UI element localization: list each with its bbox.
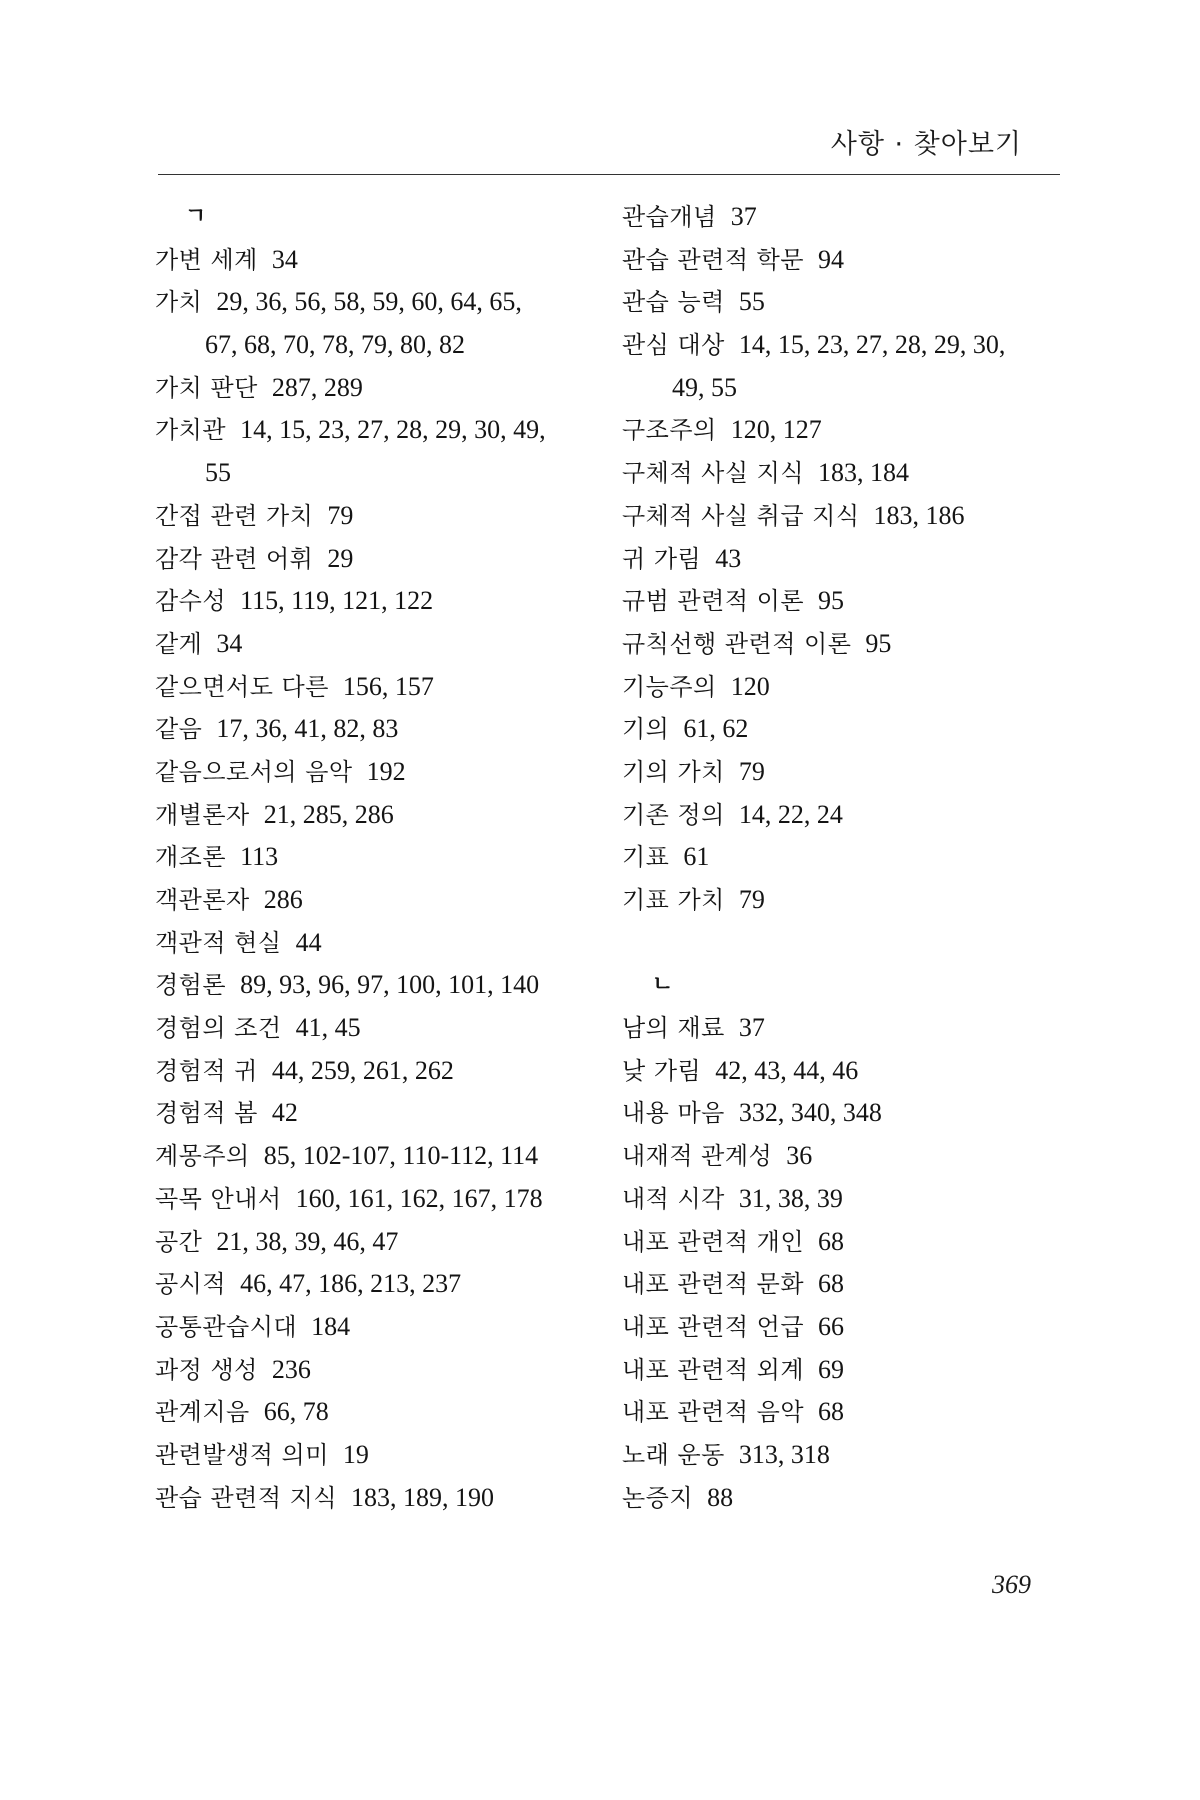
index-entry: [155, 1263, 595, 1306]
index-entry-pages: 89, 93, 96, 97, 100, 101, 140: [240, 970, 540, 1000]
index-entry-pages: 19: [342, 1439, 369, 1469]
index-entry-pages: 236: [271, 1354, 311, 1384]
index-entry: [622, 1263, 1062, 1306]
index-entry-term: 공통관습시대: [155, 1312, 298, 1341]
index-entry-term: 내포 관련적 음악: [622, 1398, 805, 1427]
index-entry-term: 객관적 현실: [155, 928, 282, 957]
index-entry: [155, 1050, 595, 1093]
index-entry-continuation: [155, 324, 595, 367]
index-entry: [622, 538, 1062, 581]
index-entry-pages: 183, 189, 190: [351, 1482, 495, 1512]
index-entry: [155, 367, 595, 410]
index-entry-pages: 49, 55: [672, 372, 737, 402]
index-entry: [622, 836, 1062, 879]
header-rule: [158, 174, 1060, 175]
index-entry: [155, 580, 595, 623]
index-entry: [622, 1306, 1062, 1349]
index-entry-term: 내포 관련적 언급: [622, 1312, 805, 1341]
index-entry-pages: 41, 45: [295, 1013, 361, 1043]
index-entry: [622, 324, 1062, 367]
index-entry-pages: 14, 15, 23, 27, 28, 29, 30, 49,: [240, 415, 546, 445]
index-entry-term: 감각 관련 어휘: [155, 544, 314, 573]
index-entry: [155, 623, 595, 666]
index-entry-pages: 34: [271, 244, 298, 274]
index-entry-term: 노래 운동: [622, 1440, 725, 1469]
index-entry-pages: 42, 43, 44, 46: [715, 1055, 859, 1085]
index-entry: [622, 1349, 1062, 1392]
index-entry-pages: 46, 47, 186, 213, 237: [240, 1269, 462, 1299]
index-entry-term: 남의 재료: [622, 1014, 725, 1043]
index-entry-term: 곡목 안내서: [155, 1184, 282, 1213]
index-entry-term: 간접 관련 가치: [155, 501, 314, 530]
index-entry: [155, 1221, 595, 1264]
index-entry-term: 내포 관련적 문화: [622, 1270, 805, 1299]
index-entry-term: 관습개념: [622, 203, 717, 231]
index-entry-term: 객관론자: [155, 886, 250, 914]
index-entry-term: 과정 생성: [155, 1355, 258, 1384]
index-entry-term: 기표 가치: [622, 886, 725, 914]
index-entry: [155, 281, 595, 324]
index-entry: [622, 623, 1062, 666]
index-entry: [155, 1477, 595, 1520]
index-entry-pages: 44, 259, 261, 262: [271, 1055, 454, 1085]
index-entry-pages: 14, 15, 23, 27, 28, 29, 30,: [738, 330, 1006, 360]
index-entry: [155, 1092, 595, 1135]
index-entry-term: 구조주의: [622, 416, 717, 445]
index-entry-pages: 79: [327, 500, 354, 530]
index-entry: [622, 1178, 1062, 1221]
index-entry-term: 관습 관련적 지식: [155, 1483, 338, 1512]
index-entry-term: 개별론자: [155, 800, 250, 829]
index-entry-term: 귀 가림: [622, 544, 702, 573]
index-entry-term: 공간: [155, 1227, 203, 1256]
index-entry-term: 감수성: [155, 587, 227, 616]
index-entry-term: 관련발생적 의미: [155, 1440, 329, 1469]
index-entry-pages: 21, 285, 286: [263, 799, 394, 829]
index-entry: [622, 239, 1062, 282]
index-entry-term: 기존 정의: [622, 800, 725, 829]
index-entry-pages: 61, 62: [683, 714, 749, 744]
index-entry-pages: 184: [311, 1311, 351, 1341]
index-entry-pages: 34: [216, 628, 243, 658]
index-entry-term: 경험의 조건: [155, 1014, 282, 1043]
index-entry-continuation: [155, 452, 595, 495]
index-entry-term: 기의: [622, 715, 670, 744]
index-entry-term: 공시적: [155, 1270, 227, 1299]
index-entry-pages: 17, 36, 41, 82, 83: [216, 714, 399, 744]
index-entry: [622, 751, 1062, 794]
index-entry: [155, 836, 595, 879]
index-entry: [155, 409, 595, 452]
index-entry-term: 경험론: [155, 971, 227, 1000]
index-entry-pages: 21, 38, 39, 46, 47: [216, 1226, 399, 1256]
index-entry-pages: 66, 78: [263, 1397, 329, 1427]
index-entry: [155, 751, 595, 794]
index-entry-pages: 43: [715, 543, 742, 573]
index-entry-pages: 68: [818, 1269, 845, 1299]
index-entry: [155, 666, 595, 709]
index-entry-pages: 88: [707, 1482, 734, 1512]
index-entry-pages: 44: [295, 927, 322, 957]
index-entry-term: 구체적 사실 취급 지식: [622, 501, 860, 530]
index-entry: [622, 1434, 1062, 1477]
section-heading: ㄱ: [185, 204, 207, 229]
index-entry: [622, 281, 1062, 324]
index-entry-term: 내적 시각: [622, 1184, 725, 1213]
index-entry-term: 관심 대상: [622, 331, 725, 360]
index-entry-pages: 85, 102-107, 110-112, 114: [263, 1141, 539, 1171]
index-entry-pages: 183, 184: [818, 458, 910, 488]
page-number: 369: [992, 1570, 1031, 1599]
index-entry: [622, 708, 1062, 751]
index-entry-term: 내포 관련적 외계: [622, 1355, 805, 1384]
index-entry-pages: 79: [738, 885, 765, 914]
index-entry: [155, 964, 595, 1007]
index-entry: [622, 495, 1062, 538]
index-entry: [622, 794, 1062, 837]
index-entry-pages: 31, 38, 39: [738, 1183, 843, 1213]
index-entry-term: 같게: [155, 629, 203, 658]
index-entry: [155, 879, 595, 922]
index-entry-term: 같음으로서의 음악: [155, 757, 353, 786]
index-entry-term: 기표: [622, 843, 670, 872]
index-entry-term: 규칙선행 관련적 이론: [622, 629, 852, 658]
index-entry-pages: 156, 157: [342, 671, 434, 701]
index-entry-pages: 29: [327, 543, 354, 573]
index-entry-term: 내포 관련적 개인: [622, 1227, 805, 1256]
index-entry-term: 가치: [155, 288, 203, 317]
index-entry: [155, 239, 595, 282]
index-entry-term: 계몽주의: [155, 1142, 250, 1171]
index-entry-pages: 61: [683, 842, 710, 872]
index-column-right: [622, 196, 1062, 1519]
index-entry-pages: 68: [818, 1397, 845, 1427]
index-entry-term: 내재적 관계성: [622, 1142, 773, 1171]
index-entry-pages: 192: [366, 756, 406, 786]
index-entry-pages: 42: [271, 1098, 298, 1128]
index-entry-pages: 79: [738, 756, 765, 786]
index-entry-term: 가치관: [155, 416, 227, 445]
index-entry: [622, 1092, 1062, 1135]
index-entry: [622, 1050, 1062, 1093]
index-entry-pages: 69: [818, 1354, 845, 1384]
index-entry-pages: 94: [818, 244, 845, 274]
index-entry: [622, 409, 1062, 452]
index-entry-pages: 120, 127: [730, 415, 822, 445]
index-entry: [622, 1007, 1062, 1050]
running-head: 사항 · 찾아보기: [830, 129, 1022, 160]
index-entry-term: 구체적 사실 지식: [622, 459, 805, 488]
index-entry-pages: 37: [738, 1013, 765, 1043]
index-entry-pages: 95: [818, 586, 845, 616]
index-entry: [622, 452, 1062, 495]
index-entry: [622, 666, 1062, 709]
index-entry: [155, 538, 595, 581]
index-entry: [155, 708, 595, 751]
index-entry-pages: 113: [240, 842, 279, 872]
index-entry-pages: 287, 289: [271, 372, 363, 402]
index-entry-pages: 313, 318: [738, 1439, 830, 1469]
index-entry-pages: 95: [865, 628, 892, 658]
section-gap: [622, 922, 1062, 965]
index-entry: [155, 1007, 595, 1050]
index-entry-term: 논증지: [622, 1483, 694, 1512]
index-entry: [622, 196, 1062, 239]
index-entry-pages: 160, 161, 162, 167, 178: [295, 1183, 543, 1213]
index-entry-term: 규범 관련적 이론: [622, 587, 805, 616]
index-entry-term: 경험적 귀: [155, 1056, 258, 1085]
index-entry-pages: 67, 68, 70, 78, 79, 80, 82: [205, 330, 465, 360]
index-entry-pages: 36: [786, 1141, 813, 1171]
index-entry: [155, 1135, 595, 1178]
index-column-left: [155, 196, 595, 1519]
index-entry-pages: 29, 36, 56, 58, 59, 60, 64, 65,: [216, 287, 522, 317]
index-entry: [155, 922, 595, 965]
index-entry-pages: 37: [730, 202, 757, 231]
index-entry: [155, 1349, 595, 1392]
index-entry-continuation: [622, 367, 1062, 410]
index-entry-term: 가변 세계: [155, 245, 258, 274]
index-entry-term: 내용 마음: [622, 1099, 725, 1128]
index-entry: [155, 1306, 595, 1349]
index-entry-pages: 55: [205, 458, 231, 488]
section-heading: ㄴ: [652, 972, 674, 998]
index-entry: [155, 1391, 595, 1434]
index-entry-term: 기의 가치: [622, 757, 725, 786]
index-entry: [622, 1477, 1062, 1520]
index-entry-pages: 120: [730, 671, 770, 701]
index-entry: [622, 879, 1062, 922]
index-entry: [155, 1434, 595, 1477]
index-entry-term: 낮 가림: [622, 1056, 702, 1085]
index-entry-term: 같음: [155, 715, 203, 744]
index-entry-pages: 66: [818, 1311, 845, 1341]
index-entry: [155, 794, 595, 837]
index-entry-pages: 14, 22, 24: [738, 799, 843, 829]
index-entry: [622, 1135, 1062, 1178]
index-entry-term: 개조론: [155, 843, 227, 872]
index-entry-term: 관습 능력: [622, 288, 725, 317]
index-entry-pages: 286: [263, 885, 303, 914]
index-entry-pages: 183, 186: [873, 500, 965, 530]
index-entry: [155, 1178, 595, 1221]
index-entry-term: 경험적 봄: [155, 1099, 258, 1128]
index-entry-term: 기능주의: [622, 672, 717, 701]
index-entry: [622, 580, 1062, 623]
index-entry-term: 관습 관련적 학문: [622, 245, 805, 274]
index-entry-term: 관계지음: [155, 1398, 250, 1427]
index-entry-term: 같으면서도 다른: [155, 672, 329, 701]
index-entry-pages: 68: [818, 1226, 845, 1256]
index-entry: [155, 495, 595, 538]
index-entry-pages: 332, 340, 348: [738, 1098, 882, 1128]
index-entry: [622, 1391, 1062, 1434]
index-entry-pages: 115, 119, 121, 122: [240, 586, 434, 616]
index-entry-pages: 55: [738, 287, 765, 317]
index-entry-term: 가치 판단: [155, 373, 258, 402]
index-entry: [622, 1221, 1062, 1264]
